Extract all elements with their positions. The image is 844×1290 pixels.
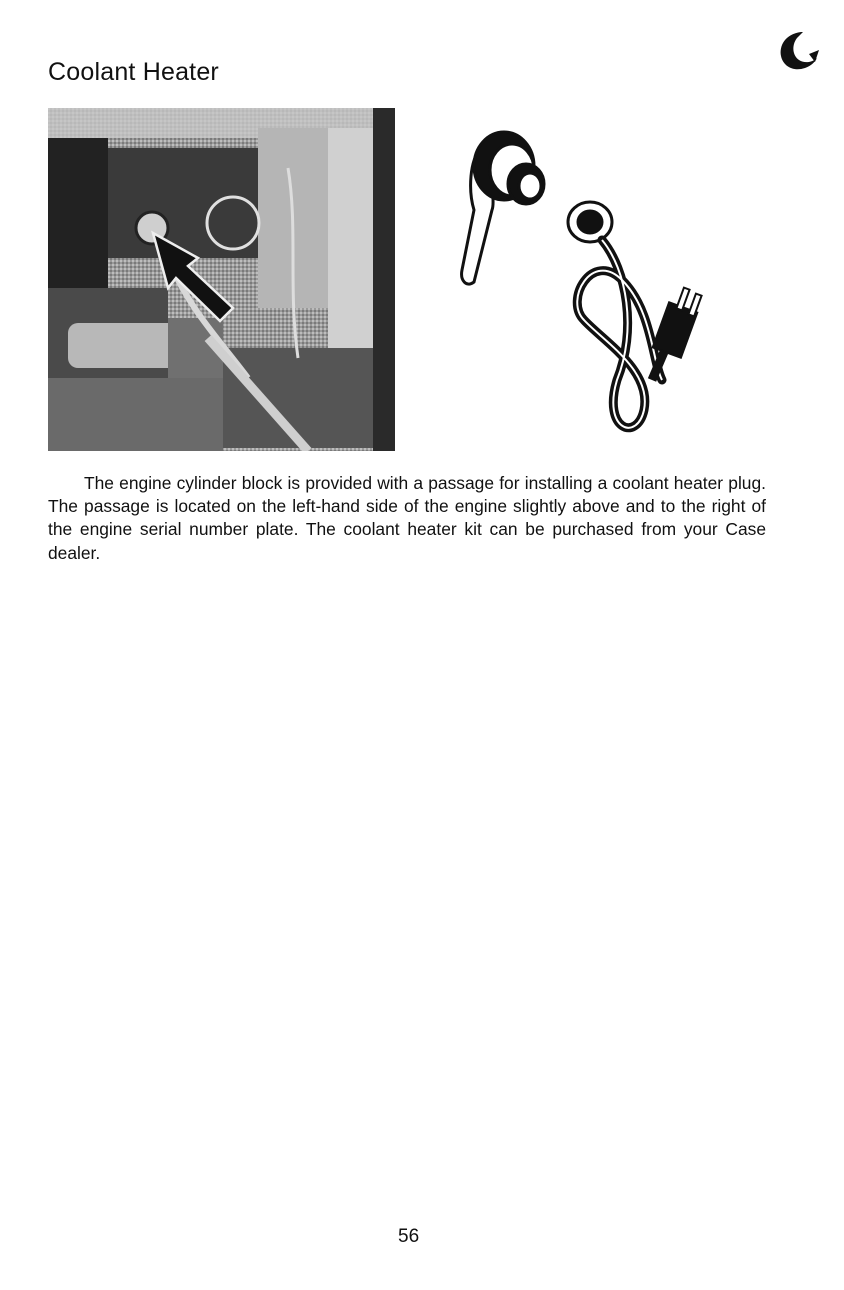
body-paragraph: The engine cylinder block is provided with a passage for installing a coolant heater plug. The passage is located on the left-hand side of the engine slightly above and to the right of the engine serial number plate. The coolant heater kit can be purchased from your Case dealer. (48, 473, 766, 563)
page-title: Coolant Heater (48, 58, 219, 86)
coolant-heater-kit-drawing (452, 130, 732, 448)
page-number: 56 (398, 1226, 420, 1247)
case-crescent-logo-icon (775, 28, 823, 72)
engine-block-photo (48, 108, 395, 451)
